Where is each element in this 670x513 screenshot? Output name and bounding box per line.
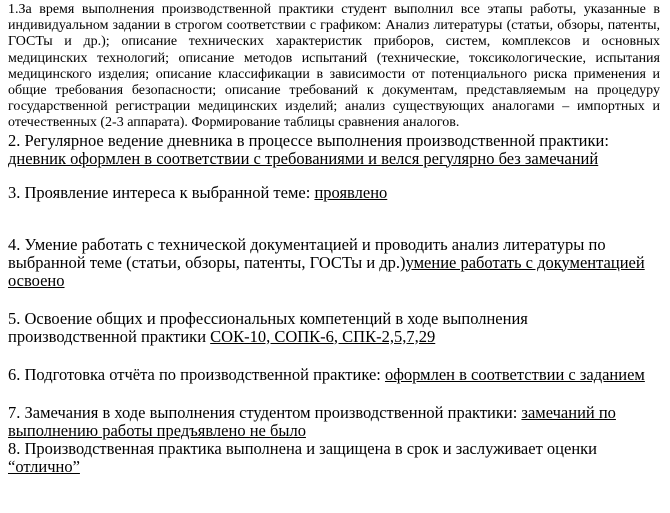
item-6-report: [8, 366, 660, 384]
item-3-label: 3. Проявление интереса к выбранной теме:: [8, 182, 315, 202]
item-4-value: умение работать с документацией освоено: [8, 252, 645, 290]
item-5-label: 5. Освоение общих и профессиональных компетенций в ходе выполнения производственной практики: [8, 308, 528, 346]
item-4-label: 4. Умение работать с технической документацией и проводить анализ литературы по выбранной теме (статьи, обзоры, патенты, ГОСТы и др.): [8, 234, 606, 272]
item-4-documentation-skills: [8, 236, 660, 290]
item-8-value: “отлично”: [8, 456, 80, 476]
item-5-value: СОК-10, СОПК-6, СПК-2,5,7,29: [210, 326, 436, 346]
item-6-label: 6. Подготовка отчёта по производственной практике:: [8, 364, 385, 384]
item-1-stages-completed: 1.За время выполнения производственной практики студент выполнил все этапы работы, указанные в индивидуальном задании в строгом соответствии с графиком: Анализ литературы (статьи, обзоры, патенты, ГОСТы и др.); описание технических характеристик приборов, систем, комплексов и основных медицинских технологий; описание методов испытаний (технические, токсикологические, испытания медицинского изделия; описание классификации в зависимости от потенциального риска применения и общие требования безопасности; описание требований к документам, представляемым на процедуру государственной регистрации медицинских изделий; анализ существующих аналогами – импортных и отечественных (2-3 аппарата). Формирование таблицы сравнения аналогов.: [8, 2, 660, 131]
item-7-label: 7. Замечания в ходе выполнения студентом производственной практики:: [8, 402, 522, 422]
item-3-value: проявлено: [314, 182, 388, 202]
item-6-value: оформлен в соответствии с заданием: [384, 364, 645, 384]
item-2-value: дневник оформлен в соответствии с требованиями и велся регулярно без замечаний: [8, 148, 599, 168]
item-2-label: 2. Регулярное ведение дневника в процессе выполнения производственной практики:: [8, 130, 609, 150]
item-2-diary: [8, 132, 660, 168]
item-3-interest: [8, 184, 660, 202]
item-8-grade: [8, 440, 660, 476]
practice-evaluation-document: [8, 2, 660, 476]
item-7-remarks: [8, 404, 660, 440]
item-5-competencies: [8, 310, 660, 346]
item-8-label: 8. Производственная практика выполнена и защищена в срок и заслуживает оценки: [8, 438, 597, 458]
item-7-value: замечаний по выполнению работы предъявлено не было: [8, 402, 616, 440]
